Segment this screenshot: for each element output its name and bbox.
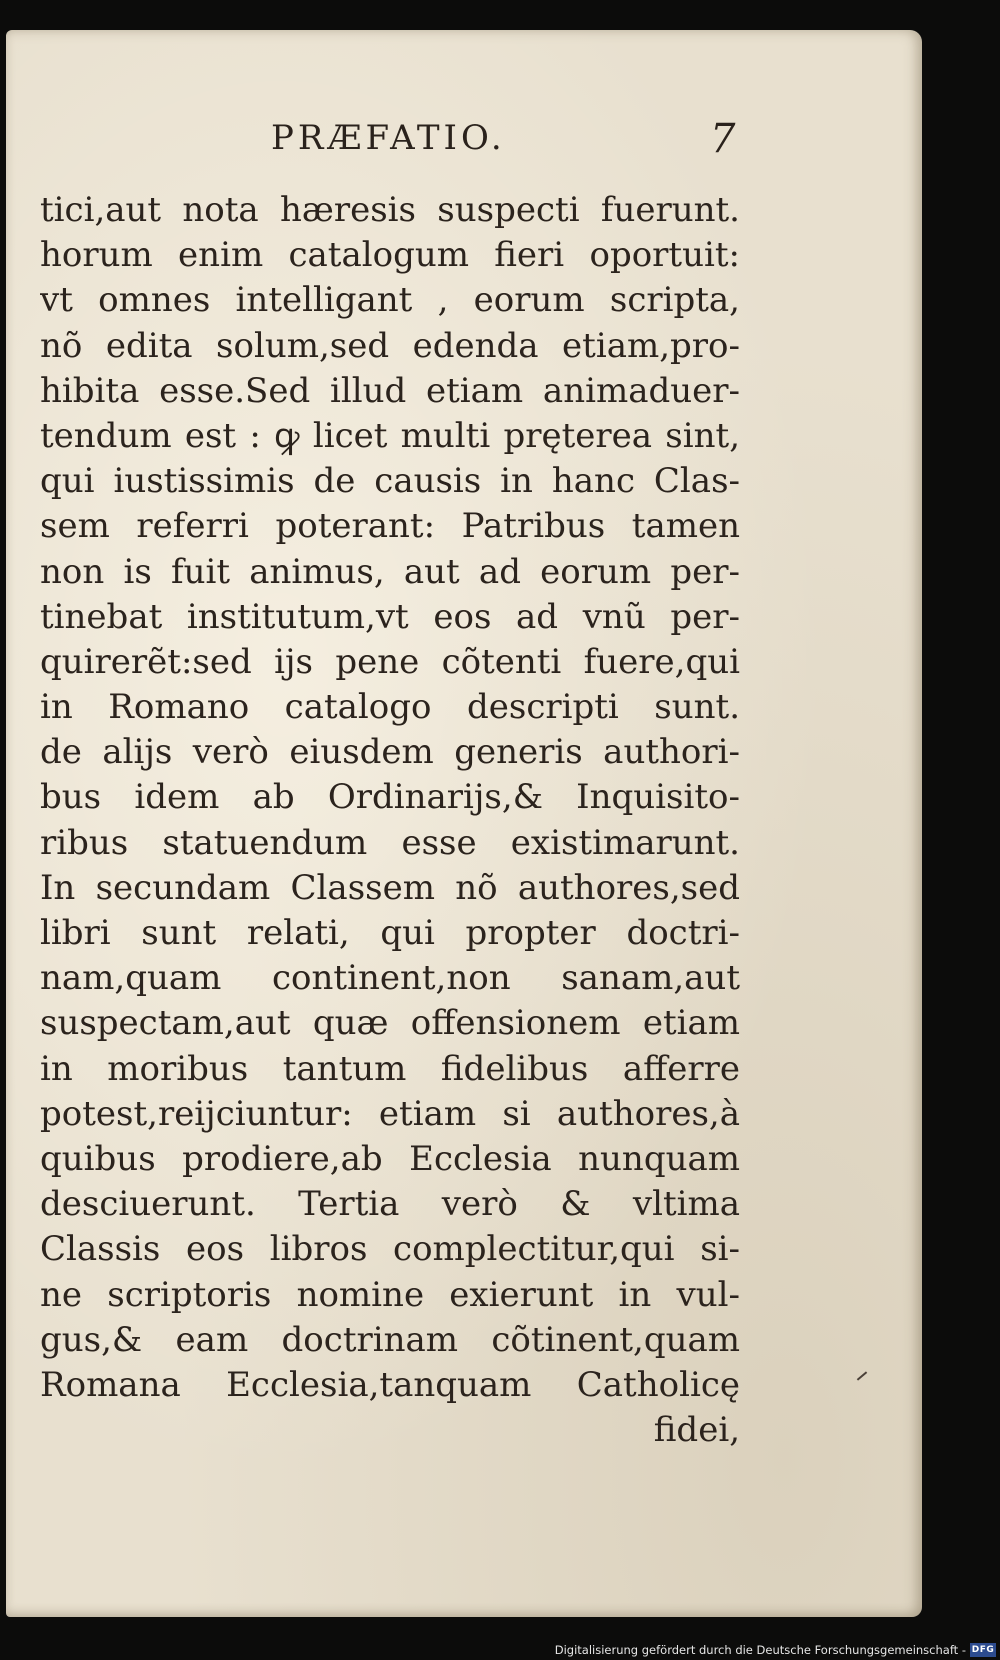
text-line: in Romano catalogo descripti sunt. [40, 687, 740, 728]
text-line: quirerẽt:sed ijs pene cõtenti fuere,qui [40, 641, 740, 682]
text-line: hibita esse.Sed illud etiam animaduer- [40, 370, 740, 411]
text-line: desciuerunt. Tertia verò & vltima [40, 1184, 740, 1225]
text-line: tendum est : ꝙ licet multi pręterea sint, [40, 415, 740, 456]
text-line: de alijs verò eiusdem generis authori- [40, 732, 740, 773]
text-line: Romana Ecclesia,tanquam Catholicę [40, 1364, 740, 1405]
text-line: ne scriptoris nomine exierunt in vul- [40, 1274, 740, 1315]
dfg-logo: DFG [971, 1645, 995, 1655]
text-line: tici,aut nota hæresis suspecti fuerunt. [40, 190, 740, 230]
catchword: fidei, [653, 1410, 740, 1451]
text-line: potest,reijciuntur: etiam si authores,à [40, 1093, 740, 1134]
page-header [6, 118, 922, 168]
text-line: horum enim catalogum fieri oportuit: [40, 235, 740, 276]
body-text [40, 188, 740, 1453]
text-line: gus,& eam doctrinam cõtinent,quam [40, 1319, 740, 1360]
text-line: tinebat institutum,vt eos ad vnũ per- [40, 596, 740, 637]
text-line: nam,quam continent,non sanam,aut [40, 958, 740, 999]
text-line: non is fuit animus, aut ad eorum per- [40, 551, 740, 592]
text-line: vt omnes intelligant , eorum scripta, [40, 280, 740, 321]
digitization-footer [0, 1641, 1000, 1660]
text-line: bus idem ab Ordinarijs,& Inquisito- [40, 777, 740, 818]
text-line: In secundam Classem nõ authores,sed [40, 867, 740, 908]
text-line: qui iustissimis de causis in hanc Clas- [40, 461, 740, 502]
text-line: sem referri poterant: Patribus tamen [40, 506, 740, 547]
footer-credit: Digitalisierung gefördert durch die Deutsche Forschungsgemeinschaft - [554, 1643, 966, 1657]
running-head: PRÆFATIO. [271, 118, 506, 158]
pencil-mark [857, 1371, 867, 1380]
book-page [6, 30, 922, 1617]
text-line: nõ edita solum,sed edenda etiam,pro- [40, 325, 740, 366]
text-line: suspectam,aut quæ offensionem etiam [40, 1003, 740, 1044]
page-number: 7 [710, 116, 736, 162]
text-line: in moribus tantum fidelibus afferre [40, 1048, 740, 1089]
text-line: quibus prodiere,ab Ecclesia nunquam [40, 1138, 740, 1179]
text-line: libri sunt relati, qui propter doctri- [40, 913, 740, 953]
text-line: Classis eos libros complectitur,qui si- [40, 1229, 740, 1270]
text-line: ribus statuendum esse existimarunt. [40, 822, 740, 863]
